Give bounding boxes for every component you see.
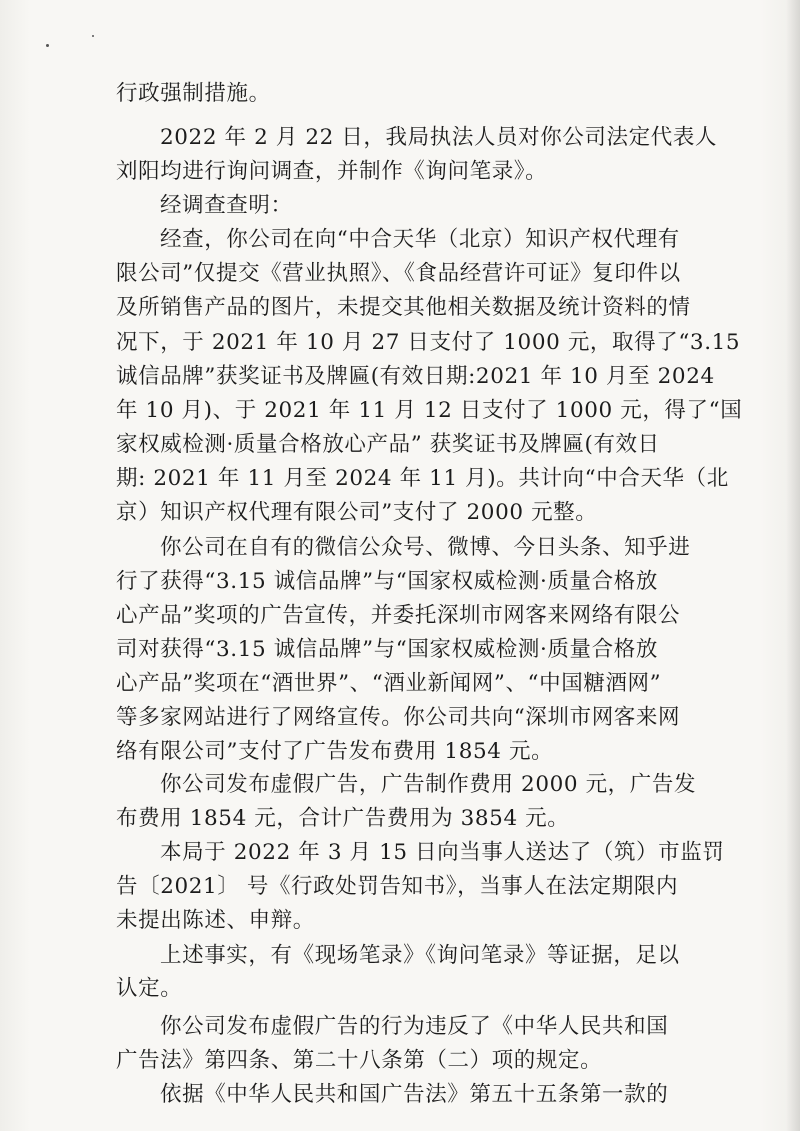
document-line: 等多家网站进行了网络宣传。你公司共向“深圳市网客来网 <box>116 705 681 730</box>
document-line: 及所销售产品的图片，未提交其他相关数据及统计资料的情 <box>116 295 691 320</box>
document-line: 行政强制措施。 <box>116 81 271 106</box>
document-line: 络有限公司”支付了广告发布费用 1854 元。 <box>116 739 554 764</box>
document-line: 经调查查明： <box>160 193 293 218</box>
document-line: 依据《中华人民共和国广告法》第五十五条第一款的 <box>160 1082 669 1107</box>
document-line: 家权威检测·质量合格放心产品” 获奖证书及牌匾(有效日 <box>116 432 660 457</box>
document-line: 司对获得“3.15 诚信品牌”与“国家权威检测·质量合格放 <box>116 637 658 662</box>
document-line: 告〔2021〕 号《行政处罚告知书》，当事人在法定期限内 <box>116 874 679 899</box>
scan-speck <box>46 44 49 47</box>
document-line: 本局于 2022 年 3 月 15 日向当事人送达了（筑）市监罚 <box>160 840 725 865</box>
document-line: 认定。 <box>116 976 183 1001</box>
document-line: 心产品”奖项的广告宣传，并委托深圳市网客来网络有限公 <box>116 603 681 628</box>
document-line: 行了获得“3.15 诚信品牌”与“国家权威检测·质量合格放 <box>116 569 658 594</box>
scan-speck <box>92 35 94 37</box>
document-line: 未提出陈述、申辩。 <box>116 908 315 933</box>
document-line: 你公司在自有的微信公众号、微博、今日头条、知乎进 <box>160 535 691 560</box>
document-line: 你公司发布虚假广告的行为违反了《中华人民共和国 <box>160 1014 669 1039</box>
document-line: 你公司发布虚假广告，广告制作费用 2000 元，广告发 <box>160 772 697 797</box>
document-line: 布费用 1854 元，合计广告费用为 3854 元。 <box>116 806 570 831</box>
document-line: 广告法》第四条、第二十八条第（二）项的规定。 <box>116 1048 603 1073</box>
document-line: 年 10 月)、于 2021 年 11 月 12 日支付了 1000 元，得了“国 <box>116 398 743 423</box>
document-line: 经查，你公司在向“中合天华（北京）知识产权代理有 <box>160 227 680 252</box>
document-line: 诚信品牌”获奖证书及牌匾(有效日期:2021 年 10 月至 2024 <box>116 364 715 389</box>
scan-edge-shadow <box>786 0 800 1131</box>
document-line: 期: 2021 年 11 月至 2024 年 11 月)。共计向“中合天华（北 <box>116 466 729 491</box>
document-line: 心产品”奖项在“酒世界”、“酒业新闻网”、“中国糖酒网” <box>116 671 662 696</box>
document-line: 2022 年 2 月 22 日，我局执法人员对你公司法定代表人 <box>160 125 718 150</box>
document-line: 京）知识产权代理有限公司”支付了 2000 元整。 <box>116 500 598 525</box>
document-line: 况下，于 2021 年 10 月 27 日支付了 1000 元，取得了“3.15 <box>116 330 741 355</box>
document-line: 限公司”仅提交《营业执照》、《食品经营许可证》复印件以 <box>116 261 681 286</box>
document-line: 刘阳均进行询问调查，并制作《询问笔录》。 <box>116 159 548 184</box>
document-line: 上述事实，有《现场笔录》《询问笔录》等证据，足以 <box>160 943 680 968</box>
